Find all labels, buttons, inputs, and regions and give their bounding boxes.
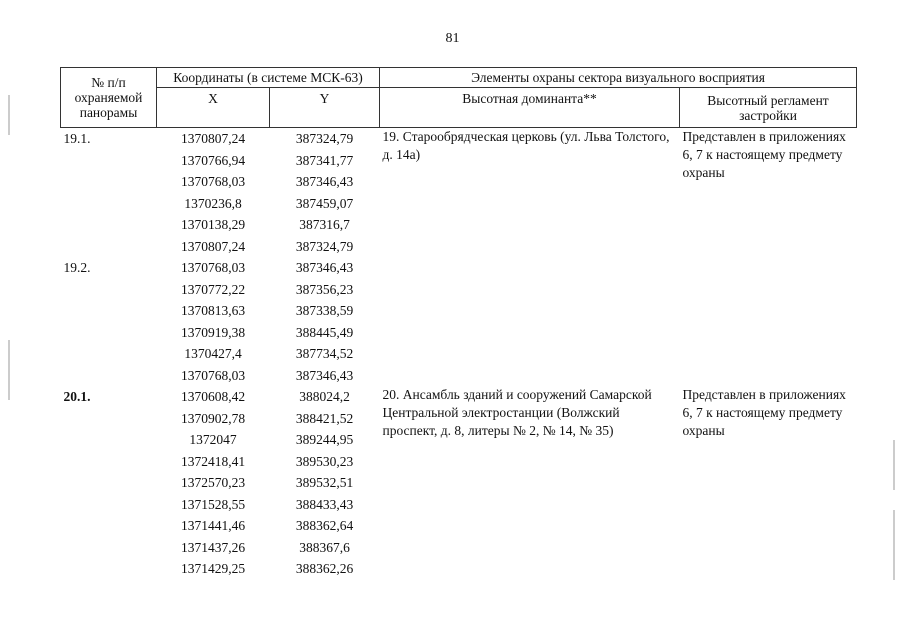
x-value: 1370807,24 xyxy=(180,238,246,254)
x-value: 1370772,22 xyxy=(180,281,246,297)
y-value: 389532,51 xyxy=(295,475,354,490)
y-value: 388445,49 xyxy=(295,324,354,340)
panorama-number: 19.2. xyxy=(63,260,91,275)
height-regulation: Представлен в приложениях 6, 7 к настоящему предмету охраны xyxy=(682,129,846,180)
y-value: 388362,64 xyxy=(295,518,354,533)
y-value: 388421,52 xyxy=(295,410,354,426)
x-value: 1371437,26 xyxy=(180,539,246,555)
x-value: 1370768,03 xyxy=(180,174,246,189)
y-value: 388362,26 xyxy=(295,561,354,576)
x-value: 1370427,4 xyxy=(184,346,242,361)
x-value: 1370768,03 xyxy=(180,260,246,275)
x-value: 1370766,94 xyxy=(180,152,246,168)
y-coordinates xyxy=(270,386,380,580)
x-coordinates xyxy=(157,128,270,258)
y-value: 388433,43 xyxy=(295,496,354,512)
y-value: 387316,7 xyxy=(299,217,350,232)
table-row xyxy=(61,257,857,386)
scan-mark-right xyxy=(893,440,895,490)
y-value: 389530,23 xyxy=(295,453,354,469)
x-value: 1370813,63 xyxy=(180,303,246,318)
x-value: 1372570,23 xyxy=(180,475,246,490)
x-value: 1371429,25 xyxy=(180,561,246,576)
scan-mark-left xyxy=(8,340,10,400)
table-row xyxy=(61,128,857,258)
y-value: 387346,43 xyxy=(295,174,354,189)
height-regulation xyxy=(680,257,857,386)
height-dominant: 19. Старообрядческая церковь (ул. Льва Толстого, д. 14а) xyxy=(382,129,670,162)
y-value: 388024,2 xyxy=(299,389,350,404)
header-dominant: Высотная доминанта** xyxy=(380,88,680,128)
y-value: 387459,07 xyxy=(295,195,354,211)
y-value: 387734,52 xyxy=(295,346,354,361)
y-coordinates xyxy=(270,128,380,258)
y-value: 387324,79 xyxy=(295,238,354,254)
height-dominant: 20. Ансамбль зданий и сооружений Самарской Центральной электростанции (Волжский проспект, д. 8, литеры № 2, № 14, № 35) xyxy=(382,387,652,438)
x-value: 1370608,42 xyxy=(180,389,246,404)
y-value: 388367,6 xyxy=(299,539,350,555)
x-value: 1370138,29 xyxy=(180,217,246,232)
y-value: 387338,59 xyxy=(295,303,354,318)
panorama-number: 20.1. xyxy=(63,389,91,404)
x-coordinates xyxy=(157,257,270,386)
x-value: 1370919,38 xyxy=(180,324,246,340)
y-coordinates xyxy=(270,257,380,386)
x-value: 1371528,55 xyxy=(180,496,246,512)
header-y: Y xyxy=(270,88,380,128)
x-value: 1370768,03 xyxy=(180,367,246,383)
x-value: 1370902,78 xyxy=(180,410,246,426)
x-value: 1370236,8 xyxy=(184,195,242,211)
coordinates-table xyxy=(60,67,857,580)
x-value: 1370807,24 xyxy=(180,131,246,146)
header-regulation: Высотный регламент застройки xyxy=(680,88,857,128)
page-number: 81 xyxy=(445,31,460,46)
header-protection-elements: Элементы охраны сектора визуального восприятия xyxy=(380,68,857,88)
header-coordinates: Координаты (в системе МСК-63) xyxy=(157,68,380,88)
header-x: X xyxy=(157,88,270,128)
table-row xyxy=(61,386,857,580)
y-value: 387346,43 xyxy=(295,367,354,383)
x-value: 1372418,41 xyxy=(180,453,246,469)
height-regulation: Представлен в приложениях 6, 7 к настоящему предмету охраны xyxy=(682,387,846,438)
y-value: 387324,79 xyxy=(295,131,354,146)
y-value: 387346,43 xyxy=(295,260,354,275)
y-value: 389244,95 xyxy=(295,432,354,447)
x-value: 1371441,46 xyxy=(180,518,246,533)
x-coordinates xyxy=(157,386,270,580)
y-value: 387356,23 xyxy=(295,281,354,297)
header-panorama-number: № п/п охраняемой панорамы xyxy=(61,68,157,128)
scan-mark-left xyxy=(8,95,10,135)
panorama-number: 19.1. xyxy=(63,131,91,146)
height-dominant xyxy=(380,257,680,386)
scan-mark-right xyxy=(893,510,895,580)
y-value: 387341,77 xyxy=(295,152,354,168)
x-value: 1372047 xyxy=(189,432,237,447)
